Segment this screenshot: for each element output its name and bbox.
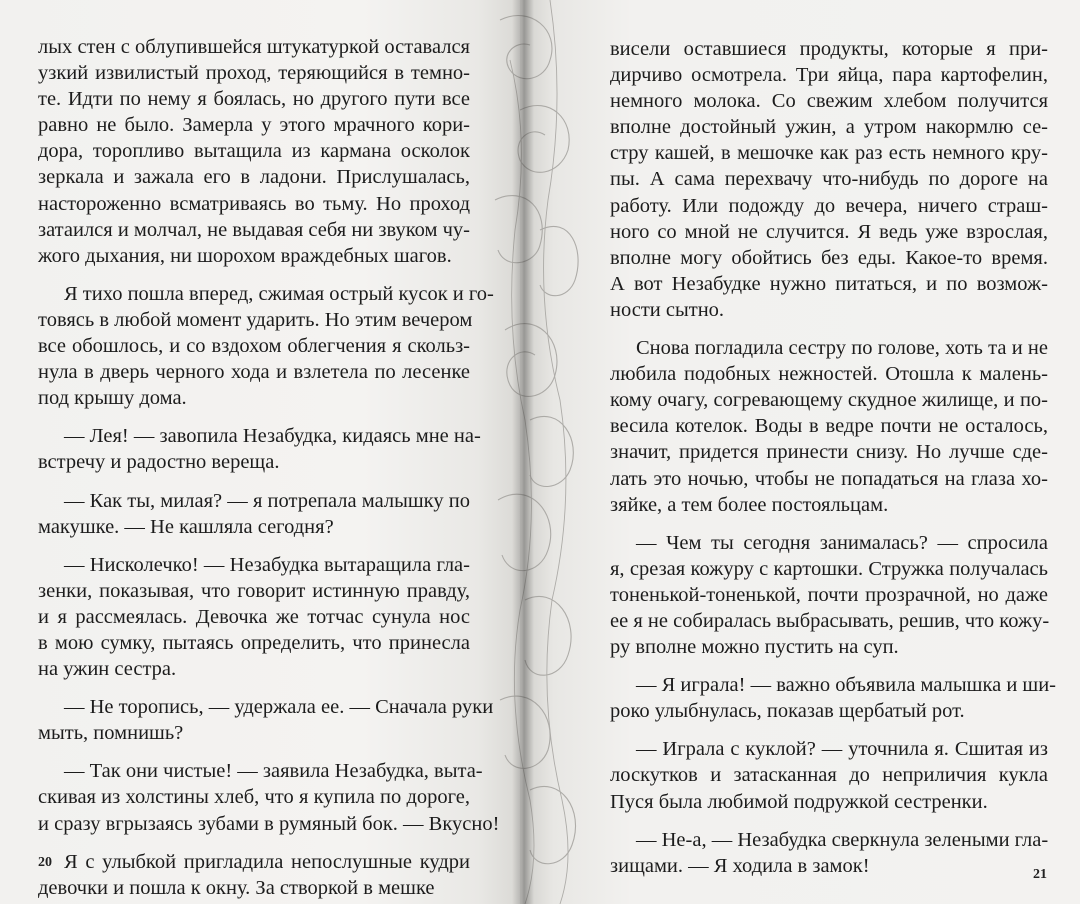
text-line: — Я играла! — важно объявила малышка и ши- [636,674,1057,697]
text-line: — Лея! — завопила Незабудка, кидаясь мне на- [64,425,481,448]
text-line: под крышу дома. [38,387,187,410]
text-line: мыть, помнишь? [38,722,184,745]
paragraph [38,694,494,746]
paragraph [610,335,1048,518]
text-line: затаился и молчал, не выдавая себя ни звуком чу- [38,218,470,241]
text-line: в мою сумку, пытаясь определить, что принесла [38,631,470,654]
text-line: дирчиво осмотрела. Три яйца, пара картофелин, [610,64,1048,87]
paragraph [38,849,470,901]
text-line: вполне достойный ужин, а утром накормлю се- [610,116,1048,139]
text-line: стру кашей, в мешочке как раз есть немного кру- [610,142,1048,165]
text-line: те. Идти по нему я боялась, но другого пути все [38,88,470,111]
text-line: весила котелок. Воды в ведре почти не осталось, [610,415,1048,438]
paragraph [610,530,1048,660]
text-line: дора, торопливо вытащила из кармана осколок [38,140,470,163]
text-line: девочки и пошла к окну. За створкой в мешке [38,876,435,899]
text-line: равно не было. Замерла у этого мрачного кори- [38,114,470,137]
text-line: лоскутков и затасканная до неприличия кукла [610,764,1048,787]
text-line: — Нисколечко! — Незабудка вытаращила гла- [64,553,470,576]
text-line: настороженно всматриваясь во тьму. Но проход [38,192,470,215]
text-line: все обошлось, и со вздохом облегчения я скольз- [38,335,470,358]
paragraph [38,552,470,682]
text-line: — Не-а, — Незабудка сверкнула зелеными гла- [636,828,1049,851]
text-line: зищами. — Я ходила в замок! [610,854,870,877]
right-page-number: 21 [1033,867,1047,882]
text-line: скивая из холстины хлеб, что я купила по дороге, [38,786,470,809]
text-line: роко улыбнулась, показав щербатый рот. [610,700,965,723]
text-line: кому очагу, согревающему скудное жилище, и по- [610,389,1048,412]
text-line: зяйке, а тем более постояльцам. [610,493,889,516]
paragraph [38,758,500,836]
text-line: — Так они чистые! — заявила Незабудка, выта- [64,760,483,783]
paragraph [610,736,1048,814]
text-line: значит, придется принести снизу. Но лучше сде- [610,441,1048,464]
text-line: встречу и радостно вереща. [38,451,280,474]
text-line: — Как ты, милая? — я потрепала малышку по [64,489,470,512]
text-line: нула в дверь черного хода и взлетела по лесенке [38,361,470,384]
text-line: зенки, показывая, что говорит истинную правду, [38,579,470,602]
text-line: висели оставшиеся продукты, которые я при- [610,38,1048,60]
text-line: Снова погладила сестру по голове, хоть та и не [636,337,1048,360]
text-line: лать это ночью, чтобы не попадаться на глаза хо- [610,467,1048,490]
paragraph [38,281,494,411]
text-line: макушке. — Не кашляла сегодня? [38,515,334,538]
paragraph [610,827,1048,879]
text-line: ного со мной не случится. Я ведь уже взрослая, [610,220,1048,243]
text-line: ее я не собиралась выбрасывать, решив, что кожу- [610,609,1050,632]
text-line: А вот Незабудке нужно питаться, и по возмож- [610,272,1048,295]
text-line: товясь в любой момент ударить. Но этим вечером [38,308,473,331]
left-page-text [38,34,500,904]
text-line: жого дыхания, ни шорохом враждебных шагов. [38,244,452,267]
text-line: вполне могу обойтись без еды. Какое-то время. [610,246,1048,269]
text-line: немного молока. Со свежим хлебом получится [610,90,1048,113]
text-line: узкий извилистый проход, теряющийся в темно- [38,62,470,85]
paragraph [610,36,1048,323]
left-page [0,0,520,904]
text-line: я, срезая кожуру с картошки. Стружка получалась [610,557,1048,580]
text-line: — Чем ты сегодня занималась? — спросила [636,531,1048,554]
right-page-text [610,36,1057,891]
text-line: — Не торопись, — удержала ее. — Сначала руки [64,696,494,719]
paragraph [610,672,1057,724]
paragraph [38,34,470,269]
text-line: работу. Или подожду до вечера, ничего страш- [610,194,1048,217]
left-page-number: 20 [38,855,52,870]
paragraph [38,488,470,540]
text-line: — Играла с куклой? — уточнила я. Сшитая из [636,738,1048,761]
text-line: любила подобных нежностей. Отошла к малень- [610,363,1048,386]
text-line: Я с улыбкой пригладила непослушные кудри [64,850,470,873]
text-line: пы. А сама перехвачу что-нибудь по дороге на [610,168,1048,191]
text-line: и сразу вгрызаясь зубами в румяный бок. — Вкусно! [38,812,500,835]
text-line: на ужин сестра. [38,658,177,681]
paragraph [38,423,481,475]
text-line: ру вполне можно пустить на суп. [610,636,899,659]
text-line: тоненькой-тоненькой, почти прозрачной, но даже [610,583,1048,606]
text-line: зеркала и зажала его в ладони. Прислушалась, [38,166,470,189]
text-line: Я тихо пошла вперед, сжимая острый кусок и го- [64,282,494,305]
text-line: ности сытно. [610,298,725,321]
text-line: лых стен с облупившейся штукатуркой оставался [38,36,470,58]
text-line: и я рассмеялась. Девочка же тотчас сунула нос [38,605,470,628]
text-line: Пуся была любимой подружкой сестренки. [610,790,988,813]
right-page [520,0,1080,904]
